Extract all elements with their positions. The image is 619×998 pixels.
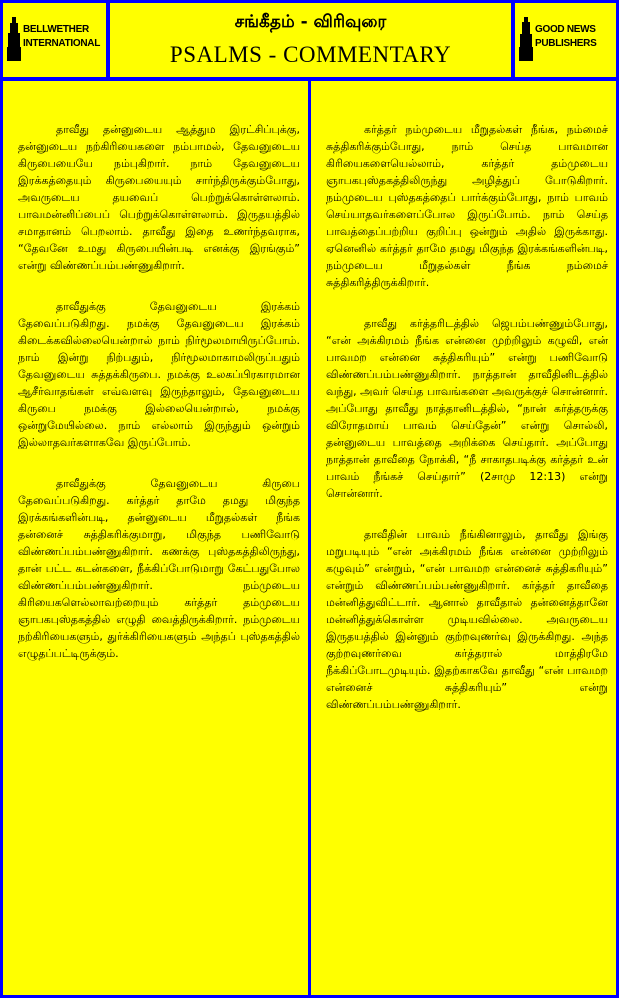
- logo-left-text: BELLWETHER INTERNATIONAL: [23, 24, 101, 49]
- paragraph: தாவீது கர்த்தரிடத்தில் ஜெபம்பண்ணும்போது, “என் அக்கிரமம் நீங்க என்னை முற்றிலும் கழுவி, என் பாவமற என்னை சுத்திகரியும்” என்று பணிவோடு விண்ணப்பம்பண்ணுகிறார். நாத்தான் தாவீதினிடத்தில் வந்து, அவர் செய்த பாவங்களை அவருக்குச் சொன்னார். அப்போது தாவீது நாத்தானிடத்தில், “நான் கர்த்தருக்கு விரோதமாய் பாவம் செய்தேன்” என்று சொல்லி, தன்னுடைய பாவத்தை அறிக்கை செய்தார். அப்போது நாத்தான் தாவீதை நோக்கி, “நீ சாகாதபடிக்கு கர்த்தர் உன் பாவம் நீங்கச் செய்தார்” (2சாமு 12:13) என்று சொன்னார்.: [326, 317, 608, 500]
- page-header: [110, 3, 511, 77]
- paragraph: தாவீதுக்கு தேவனுடைய இரக்கம் தேவைப்படுகிறது. நமக்கு தேவனுடைய இரக்கம் கிடைக்கவில்லையென்றால் நாம் நிர்மூலமாயிருப்போம். நாம் இன்று நிற்பதும், நிர்மூலமாகாமலிருப்பதும் தேவனுடைய சுத்தக்கிருபை. நமக்கு உலகப்பிரகாரமான ஆசீர்வாதங்கள் எவ்வளவு இருந்தாலும், தேவனுடைய கிருபை நமக்கு இல்லையென்றால், நமக்கு ஒன்றுமேயில்லை. நாம் எல்லாம் இருந்தும் ஒன்றும் இல்லாதவர்களாகவே இருப்போம்.: [18, 300, 300, 449]
- paragraph: தாவீது தன்னுடைய ஆத்தும இரட்சிப்புக்கு, தன்னுடைய நற்கிரியைகளை நம்பாமல், தேவனுடைய கிருபையையே நம்புகிறார். நாம் தேவனுடைய இரக்கத்தையும் கிருபையையும் சார்ந்திருக்கும்போது, அவருடைய தயவைப் பெற்றுக்கொள்ளலாம். பாவமன்னிப்பைப் பெற்றுக்கொள்ளலாம். இருதயத்தில் சமாதானம் பெறலாம். தாவீது இதை உணர்ந்தவராக, “தேவனே உமது கிருபையின்படி எனக்கு இரங்கும்” என்று விண்ணப்பம்பண்ணுகிறார்.: [18, 123, 300, 272]
- goodnews-logo: [515, 3, 616, 77]
- bell-tower-icon: [7, 17, 21, 61]
- bellwether-logo: [3, 3, 106, 77]
- logo-right-text: GOOD NEWS PUBLISHERS: [535, 24, 597, 49]
- title-english: PSALMS - COMMENTARY: [169, 42, 452, 67]
- paragraph: கர்த்தர் நம்முடைய மீறுதல்கள் நீங்க, நம்மைச் சுத்திகரிக்கும்போது, நாம் செய்த பாவமான கிரியைகளையெல்லாம், கர்த்தர் தம்முடைய ஞாபகபுஸ்தகத்திலிருந்து அழித்துப் போடுகிறார். நம்முடைய புஸ்தகத்தைப் பார்க்கும்போது, நாம் பாவம் செய்யாதவர்களைப்போல இருப்போம். நாம் செய்த பாவத்தைப்பற்றிய குறிப்பு ஒன்றும் அதில் இருக்காது. ஏனெனில் கர்த்தர் தாமே தமது மிகுந்த இரக்கங்களின்படி, நம்முடைய மீறுதல்கள் நீங்க நம்மைச் சுத்திகரித்திருக்கிறார்.: [326, 123, 608, 289]
- right-column: [311, 81, 616, 995]
- left-column: [3, 81, 308, 995]
- tower-icon: [519, 17, 533, 61]
- paragraph: தாவீதுக்கு தேவனுடைய கிருபை தேவைப்படுகிறது. கர்த்தர் தாமே தமது மிகுந்த இரக்கங்களின்படி, தன்னுடைய மீறுதல்கள் நீங்க தன்னைச் சுத்திகரிக்குமாறு, மிகுந்த பணிவோடு விண்ணப்பம்பண்ணுகிறார். கணக்கு புஸ்தகத்திலிருந்து, தான் பட்ட கடன்களை, நீக்கிப்போடுமாறு கேட்பதுபோல விண்ணப்பம்பண்ணுகிறார். நம்முடைய கிரியைகளெல்லாவற்றையும் கர்த்தர் தம்முடைய ஞாபகபுஸ்தகத்தில் எழுதி வைத்திருக்கிறார். நம்முடைய நற்கிரியைகளும், துர்க்கிரியைகளும் அந்தப் புஸ்தகத்தில் எழுதப்பட்டிருக்கும்.: [18, 477, 300, 660]
- title-tamil: சங்கீதம் - விரிவுரை: [234, 12, 387, 32]
- paragraph: தாவீதின் பாவம் நீங்கினாலும், தாவீது இங்கு மறுபடியும் “என் அக்கிரமம் நீங்க என்னை முற்றிலும் கழுவும்” என்றும், “என் பாவமற என்னைச் சுத்திகரியும்” என்றும் விண்ணப்பம்பண்ணுகிறார். கர்த்தர் தாவீதை மன்னித்துவிட்டார். ஆனால் தாவீதால் தன்னைத்தானே மன்னித்துக்கொள்ள முடியவில்லை. அவருடைய இருதயத்தில் இன்னும் குற்றவுணர்வு இருக்கிறது. அந்த குற்றவுணர்வை கர்த்தரால் மாத்திரமே நீக்கிப்போடமுடியும். இதற்காகவே தாவீது “என் பாவமற என்னைச் சுத்திகரியும்” என்று விண்ணப்பம்பண்ணுகிறார்.: [326, 528, 608, 711]
